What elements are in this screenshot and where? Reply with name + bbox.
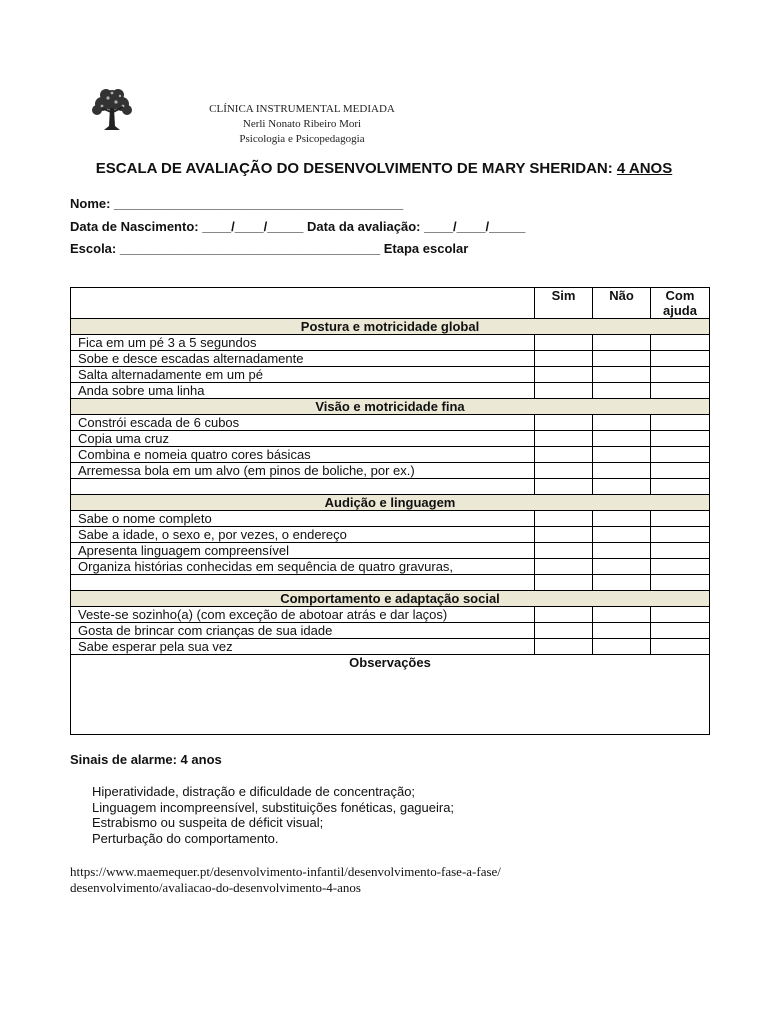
item-label: Sobe e desce escadas alternadamente [71,351,535,367]
checkbox-cell-nao[interactable] [593,431,651,447]
checkbox-cell-nao[interactable] [593,383,651,399]
item-label [71,575,535,591]
table-row [71,367,710,383]
item-label: Organiza histórias conhecidas em sequência de quatro gravuras, [71,559,535,575]
alarm-item: Hiperatividade, distração e dificuldade de concentração; [92,784,416,799]
checkbox-cell-sim[interactable] [535,479,593,495]
checkbox-cell-com-ajuda[interactable] [651,543,710,559]
checkbox-cell-nao[interactable] [593,543,651,559]
checkbox-cell-com-ajuda[interactable] [651,367,710,383]
table-row [71,463,710,479]
item-label: Gosta de brincar com crianças de sua idade [71,623,535,639]
checkbox-cell-nao[interactable] [593,335,651,351]
header-blank-cell [71,288,535,319]
alarm-item: Estrabismo ou suspeita de déficit visual; [92,815,324,830]
page-title [0,160,768,177]
checkbox-cell-sim[interactable] [535,415,593,431]
checkbox-cell-sim[interactable] [535,335,593,351]
checkbox-cell-com-ajuda[interactable] [651,511,710,527]
evaluation-table [70,287,710,735]
source-line: desenvolvimento/avaliacao-do-desenvolvimento-4-anos [70,880,361,895]
item-label: Sabe esperar pela sua vez [71,639,535,655]
clinic-person: Nerli Nonato Ribeiro Mori [242,118,362,130]
section-header-row [71,495,710,511]
table-row [71,431,710,447]
identification-fields [70,196,525,264]
table-row [71,543,710,559]
checkbox-cell-com-ajuda[interactable] [651,415,710,431]
checkbox-cell-sim[interactable] [535,623,593,639]
table-row [71,335,710,351]
alarm-item: Linguagem incompreensível, substituições fonéticas, gagueira; [92,799,455,815]
checkbox-cell-nao[interactable] [593,415,651,431]
checkbox-cell-sim[interactable] [535,383,593,399]
table-row [71,415,710,431]
checkbox-cell-sim[interactable] [535,559,593,575]
checkbox-cell-nao[interactable] [593,463,651,479]
checkbox-cell-nao[interactable] [593,367,651,383]
table-row [71,447,710,463]
clinic-info [202,102,402,147]
letterhead [90,86,690,146]
checkbox-cell-sim[interactable] [535,431,593,447]
checkbox-cell-sim[interactable] [535,543,593,559]
name-field[interactable]: Nome: ________________________________________ [70,196,404,211]
item-label: Apresenta linguagem compreensível [71,543,535,559]
source-line: https://www.maemequer.pt/desenvolvimento-infantil/desenvolvimento-fase-a-fase/ [70,864,501,879]
item-label [71,479,535,495]
item-label: Combina e nomeia quatro cores básicas [71,447,535,463]
checkbox-cell-nao[interactable] [593,527,651,543]
observations-field[interactable]: Observações [71,655,710,735]
table-row [71,383,710,399]
item-label: Anda sobre uma linha [71,383,535,399]
table-row [71,607,710,623]
checkbox-cell-sim[interactable] [535,511,593,527]
title-age: 4 ANOS [616,160,673,177]
item-label: Veste-se sozinho(a) (com exceção de abotoar atrás e dar laços) [71,607,535,623]
section-header-row [71,319,710,335]
clinic-specialty: Psicologia e Psicopedagogia [239,133,365,145]
title-main: ESCALA DE AVALIAÇÃO DO DESENVOLVIMENTO DE MARY SHERIDAN: [95,160,617,177]
checkbox-cell-nao[interactable] [593,623,651,639]
checkbox-cell-com-ajuda[interactable] [651,639,710,655]
checkbox-cell-com-ajuda[interactable] [651,335,710,351]
table-header-row [71,288,710,319]
clinic-name: CLÍNICA INSTRUMENTAL MEDIADA [209,103,395,115]
table-row [71,527,710,543]
table-row [71,479,710,495]
observations-row [71,655,710,735]
checkbox-cell-sim[interactable] [535,351,593,367]
checkbox-cell-com-ajuda[interactable] [651,527,710,543]
item-label: Copia uma cruz [71,431,535,447]
alarm-item: Perturbação do comportamento. [92,830,279,846]
checkbox-cell-nao[interactable] [593,607,651,623]
section-header-row [71,591,710,607]
item-label: Sabe a idade, o sexo e, por vezes, o endereço [71,527,535,543]
checkbox-cell-nao[interactable] [593,447,651,463]
checkbox-cell-nao[interactable] [593,575,651,591]
table-row [71,575,710,591]
table-row [71,623,710,639]
checkbox-cell-com-ajuda[interactable] [651,447,710,463]
table-row [71,351,710,367]
source-link[interactable] [70,864,501,896]
column-header-com-ajuda: Com ajuda [651,288,710,319]
table-row [71,559,710,575]
alarm-title: Sinais de alarme: 4 anos [70,752,222,767]
section-title: Comportamento e adaptação social [71,591,710,607]
column-header-sim: Sim [535,288,593,319]
checkbox-cell-com-ajuda[interactable] [651,351,710,367]
section-title: Postura e motricidade global [71,319,710,335]
section-title: Visão e motricidade fina [71,399,710,415]
school-field[interactable]: Escola: ____________________________________ Etapa escolar [70,241,469,256]
checkbox-cell-sim[interactable] [535,463,593,479]
item-label: Arremessa bola em um alvo (em pinos de boliche, por ex.) [71,463,535,479]
checkbox-cell-sim[interactable] [535,607,593,623]
item-label: Sabe o nome completo [71,511,535,527]
checkbox-cell-com-ajuda[interactable] [651,383,710,399]
checkbox-cell-nao[interactable] [593,511,651,527]
checkbox-cell-sim[interactable] [535,447,593,463]
item-label: Fica em um pé 3 a 5 segundos [71,335,535,351]
tree-logo-icon [90,86,134,132]
checkbox-cell-com-ajuda[interactable] [651,463,710,479]
table-row [71,639,710,655]
item-label: Salta alternadamente em um pé [71,367,535,383]
section-header-row [71,399,710,415]
checkbox-cell-com-ajuda[interactable] [651,431,710,447]
checkbox-cell-sim[interactable] [535,527,593,543]
checkbox-cell-sim[interactable] [535,639,593,655]
checkbox-cell-nao[interactable] [593,479,651,495]
checkbox-cell-nao[interactable] [593,559,651,575]
checkbox-cell-sim[interactable] [535,367,593,383]
alarm-list [92,784,454,846]
checkbox-cell-nao[interactable] [593,351,651,367]
checkbox-cell-com-ajuda[interactable] [651,479,710,495]
table-row [71,511,710,527]
section-title: Audição e linguagem [71,495,710,511]
checkbox-cell-com-ajuda[interactable] [651,559,710,575]
birth-date-field[interactable]: Data de Nascimento: ____/____/_____ Data da avaliação: ____/____/_____ [70,218,526,234]
checkbox-cell-com-ajuda[interactable] [651,607,710,623]
checkbox-cell-com-ajuda[interactable] [651,623,710,639]
item-label: Constrói escada de 6 cubos [71,415,535,431]
column-header-nao: Não [593,288,651,319]
checkbox-cell-com-ajuda[interactable] [651,575,710,591]
checkbox-cell-sim[interactable] [535,575,593,591]
checkbox-cell-nao[interactable] [593,639,651,655]
